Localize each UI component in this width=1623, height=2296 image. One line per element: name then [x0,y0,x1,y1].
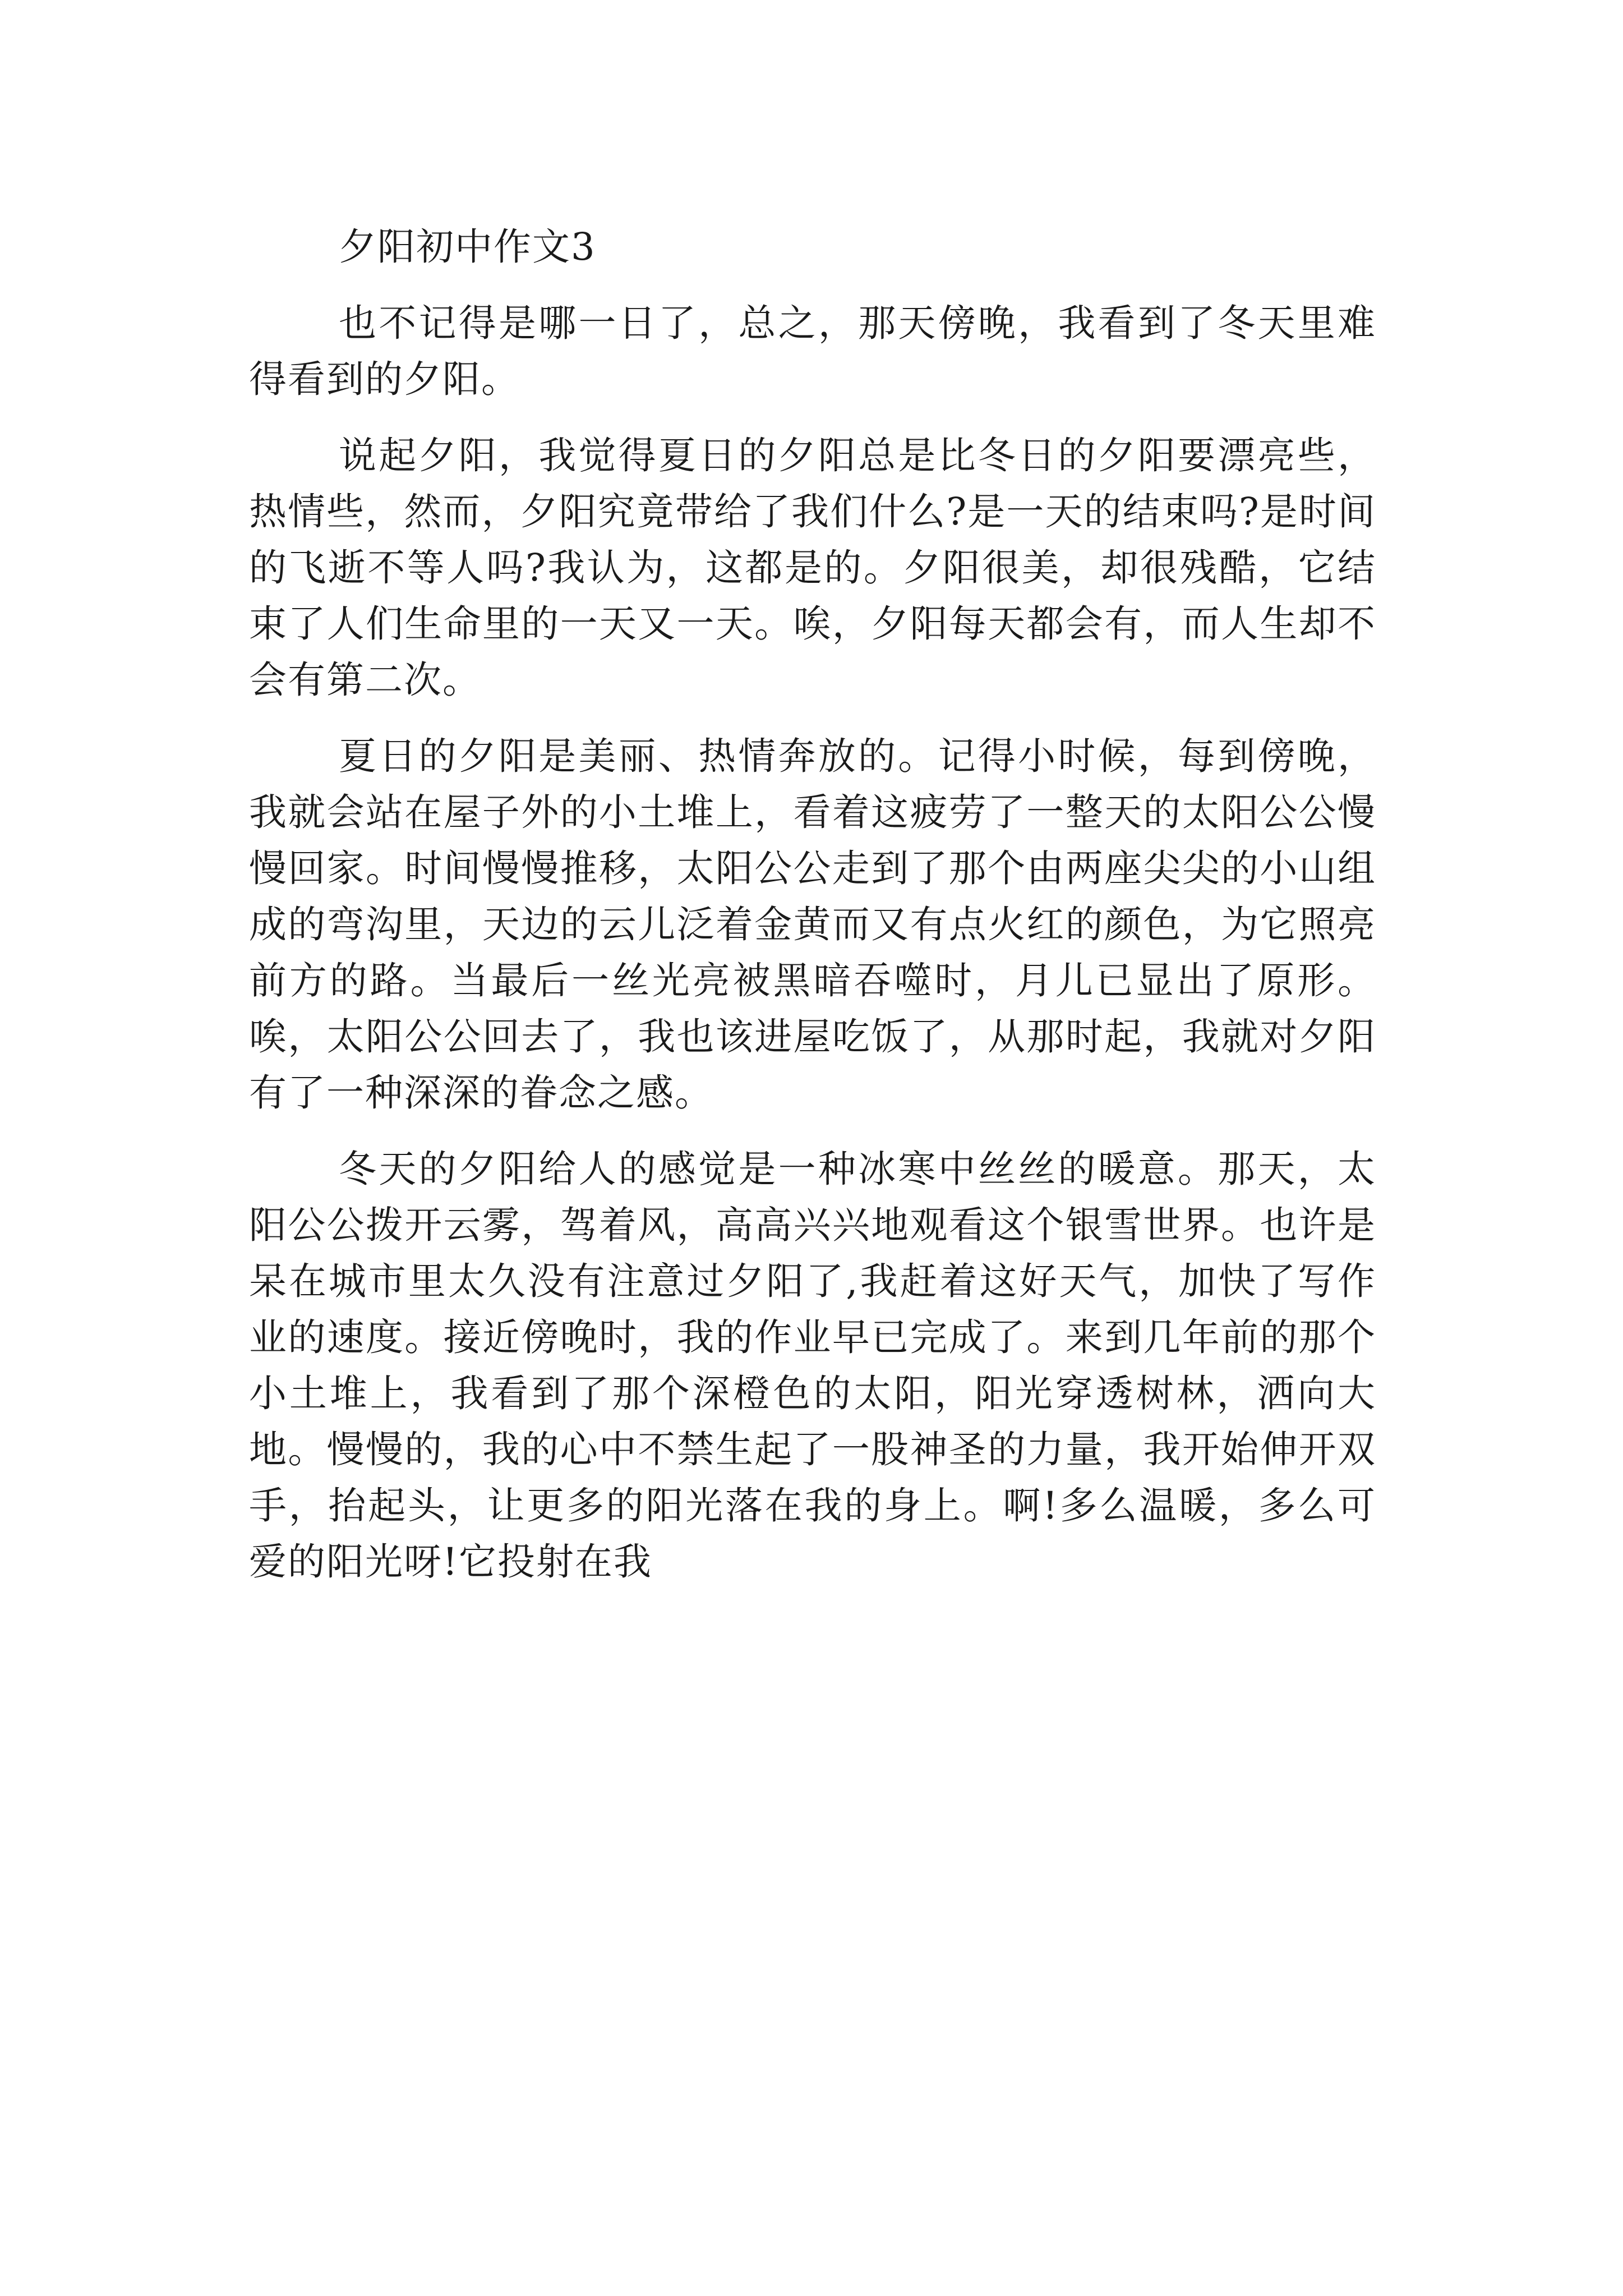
essay-paragraph-3: 夏日的夕阳是美丽、热情奔放的。记得小时候，每到傍晚，我就会站在屋子外的小土堆上，看着这疲劳了一整天的太阳公公慢慢回家。时间慢慢推移，太阳公公走到了那个由两座尖尖的小山组成的弯沟里，天边的云儿泛着金黄而又有点火红的颜色，为它照亮前方的路。当最后一丝光亮被黑暗吞噬时，月儿已显出了原形。唉，太阳公公回去了，我也该进屋吃饭了，从那时起，我就对夕阳有了一种深深的眷念之感。 [249,734,1376,1115]
essay-paragraph-4: 冬天的夕阳给人的感觉是一种冰寒中丝丝的暖意。那天，太阳公公拨开云雾，驾着风，高高兴兴地观看这个银雪世界。也许是呆在城市里太久没有注意过夕阳了,我赶着这好天气，加快了写作业的速度。接近傍晚时，我的作业早已完成了。来到几年前的那个小土堆上，我看到了那个深橙色的太阳，阳光穿透树林，洒向大地。慢慢的，我的心中不禁生起了一股神圣的力量，我开始伸开双手，抬起头，让更多的阳光落在我的身上。啊!多么温暖，多么可爱的阳光呀!它投射在我 [249,1147,1376,1584]
essay-title: 夕阳初中作文3 [339,225,596,269]
essay-body [249,219,1376,1590]
essay-paragraph-1: 也不记得是哪一日了，总之，那天傍晚，我看到了冬天里难得看到的夕阳。 [249,301,1376,401]
essay-paragraph-2: 说起夕阳，我觉得夏日的夕阳总是比冬日的夕阳要漂亮些，热情些，然而，夕阳究竟带给了我们什么?是一天的结束吗?是时间的飞逝不等人吗?我认为，这都是的。夕阳很美，却很残酷，它结束了人们生命里的一天又一天。唉，夕阳每天都会有，而人生却不会有第二次。 [249,434,1376,702]
